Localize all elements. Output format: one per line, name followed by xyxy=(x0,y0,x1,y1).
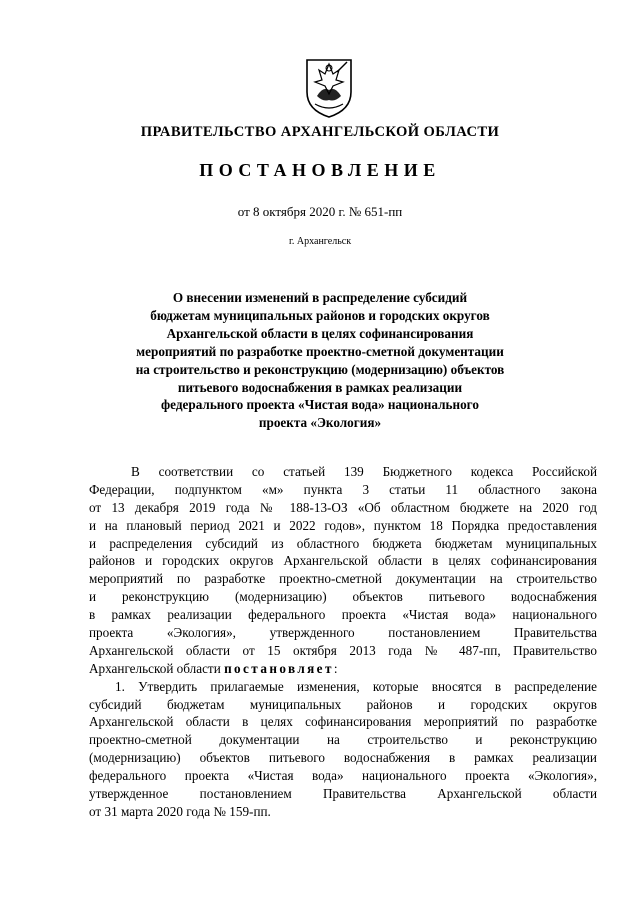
body-line: утвержденное постановлением Правительства Архангельской области xyxy=(89,786,597,802)
body-line: (модернизацию) объектов питьевого водоснабжения в рамках реализации xyxy=(89,750,597,766)
title-line: проекта «Экология» xyxy=(258,415,382,431)
body-line xyxy=(89,660,597,678)
body-line: и распределения субсидий из областного бюджета бюджетам муниципальных xyxy=(89,535,597,551)
body-line: Архангельской области от 15 октября 2013 года № 487-пп, Правительство xyxy=(89,642,597,658)
document-type: ПОСТАНОВЛЕНИЕ xyxy=(199,160,441,180)
body-line: Федерации, подпунктом «м» пункта 3 статьи 11 областного закона xyxy=(89,481,597,497)
body-line: от 13 декабря 2019 года № 188-13-ОЗ «Об областном бюджете на 2020 год xyxy=(89,499,597,515)
document-date-number: от 8 октября 2020 г. № 651-пп xyxy=(237,204,403,219)
document-title xyxy=(0,289,640,432)
government-name: ПРАВИТЕЛЬСТВО АРХАНГЕЛЬСКОЙ ОБЛАСТИ xyxy=(140,124,500,140)
title-line: О внесении изменений в распределение субсидий xyxy=(172,290,468,305)
body-line: и реконструкцию (модернизацию) объектов питьевого водоснабжения xyxy=(89,589,597,605)
body-line: и на плановый период 2021 и 2022 годов», пунктом 18 Порядка предоставления xyxy=(89,517,597,533)
document-body xyxy=(89,463,597,821)
body-line: от 31 марта 2020 года № 159-пп. xyxy=(89,803,271,819)
body-line: федерального проекта «Чистая вода» национального проекта «Экология», xyxy=(89,768,597,784)
body-line: 1. Утвердить прилагаемые изменения, которые вносятся в распределение xyxy=(115,678,597,694)
body-line: проектно-сметной документации на строительство и реконструкцию xyxy=(89,732,597,748)
body-text: : xyxy=(333,660,338,676)
document-city: г. Архангельск xyxy=(288,236,352,247)
coat-of-arms-icon xyxy=(303,56,355,120)
body-line: проекта «Экология», утвержденного постановлением Правительства xyxy=(89,625,597,641)
body-line: в рамках реализации федерального проекта «Чистая вода» национального xyxy=(89,607,597,623)
title-line: бюджетам муниципальных районов и городских округов xyxy=(150,307,490,323)
title-line: на строительство и реконструкцию (модернизацию) объектов xyxy=(135,361,505,377)
body-line: субсидий бюджетам муниципальных районов и городских округов xyxy=(89,696,597,712)
title-line: питьевого водоснабжения в рамках реализации xyxy=(177,379,463,395)
body-text: Архангельской области xyxy=(89,660,221,676)
body-line: мероприятий по разработке проектно-сметной документации на строительство xyxy=(89,571,597,587)
title-line: мероприятий по разработке проектно-сметной документации xyxy=(136,343,504,359)
body-line: В соответствии со статьей 139 Бюджетного кодекса Российской xyxy=(131,464,597,479)
body-line: районов и городских округов Архангельской области в целях софинансирования xyxy=(89,553,597,569)
title-line: Архангельской области в целях софинансирования xyxy=(166,325,474,341)
title-line: федерального проекта «Чистая вода» национального xyxy=(161,397,479,413)
resolution-keyword: постановляет xyxy=(224,660,334,676)
body-line: Архангельской области в целях софинансирования мероприятий по разработке xyxy=(89,714,597,730)
